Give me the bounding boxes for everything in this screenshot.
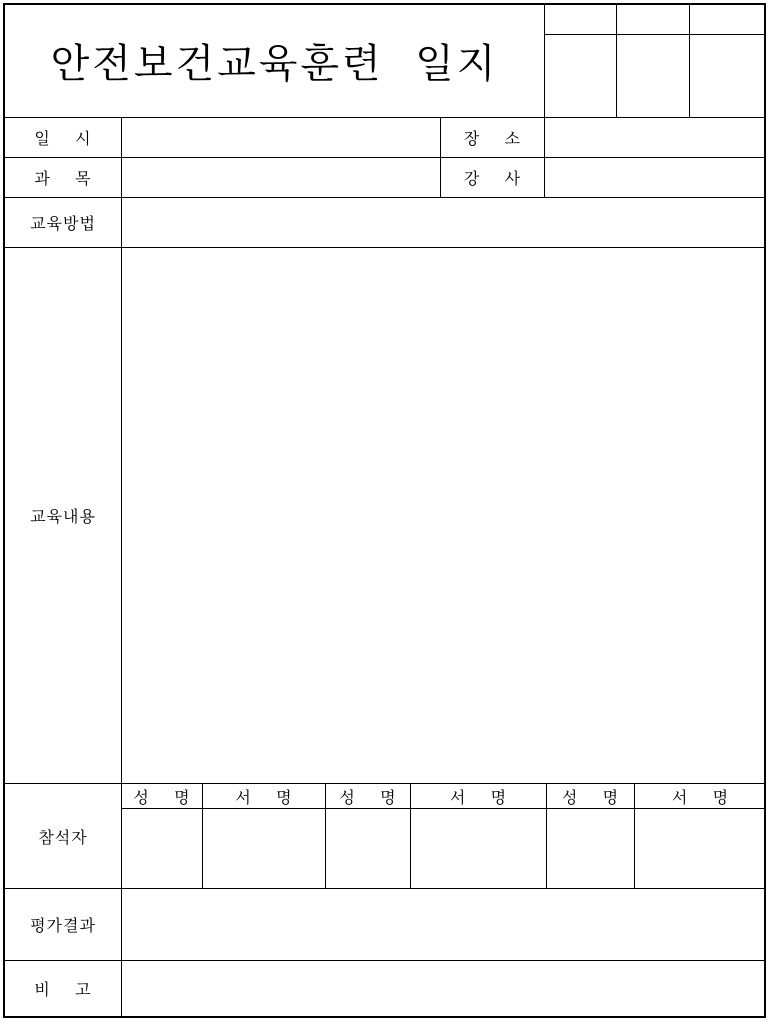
attendee-header-signature: 서 명 — [671, 787, 730, 807]
approval-title-cell[interactable] — [690, 5, 766, 34]
attendee-header-name: 성 명 — [133, 787, 191, 807]
approval-title-cell[interactable] — [545, 5, 616, 34]
attendee-name-cell[interactable] — [547, 809, 634, 888]
value-content[interactable] — [122, 248, 766, 783]
label-instructor: 강 사 — [463, 169, 522, 188]
attendee-signature-cell[interactable] — [635, 809, 766, 888]
value-method[interactable] — [122, 198, 766, 247]
attendee-signature-cell[interactable] — [203, 809, 325, 888]
attendee-header-signature: 서 명 — [449, 787, 508, 807]
attendee-signature-cell[interactable] — [411, 809, 546, 888]
attendee-name-cell[interactable] — [326, 809, 410, 888]
value-remarks[interactable] — [122, 961, 766, 1016]
value-subject[interactable] — [122, 158, 440, 197]
approval-signature-cell[interactable] — [617, 35, 689, 117]
approval-title-cell[interactable] — [617, 5, 689, 34]
attendee-header-signature: 서 명 — [235, 787, 293, 807]
label-place: 장 소 — [463, 129, 522, 148]
value-instructor[interactable] — [545, 158, 766, 197]
label-subject: 과 목 — [34, 169, 92, 188]
label-evaluation: 평가결과 — [30, 916, 96, 935]
value-datetime[interactable] — [122, 118, 440, 157]
value-evaluation[interactable] — [122, 889, 766, 960]
label-method: 교육방법 — [30, 214, 96, 233]
label-content: 교육내용 — [30, 507, 96, 526]
approval-signature-cell[interactable] — [545, 35, 616, 117]
value-place[interactable] — [545, 118, 766, 157]
attendee-name-cell[interactable] — [122, 809, 202, 888]
attendee-header-name: 성 명 — [561, 787, 620, 807]
approval-signature-cell[interactable] — [690, 35, 766, 117]
label-datetime: 일 시 — [34, 129, 92, 148]
attendee-header-name: 성 명 — [339, 787, 397, 807]
document-title: 안전보건교육훈련 일지 — [50, 41, 499, 87]
label-attendees: 참석자 — [38, 827, 88, 847]
label-remarks: 비 고 — [34, 980, 92, 999]
